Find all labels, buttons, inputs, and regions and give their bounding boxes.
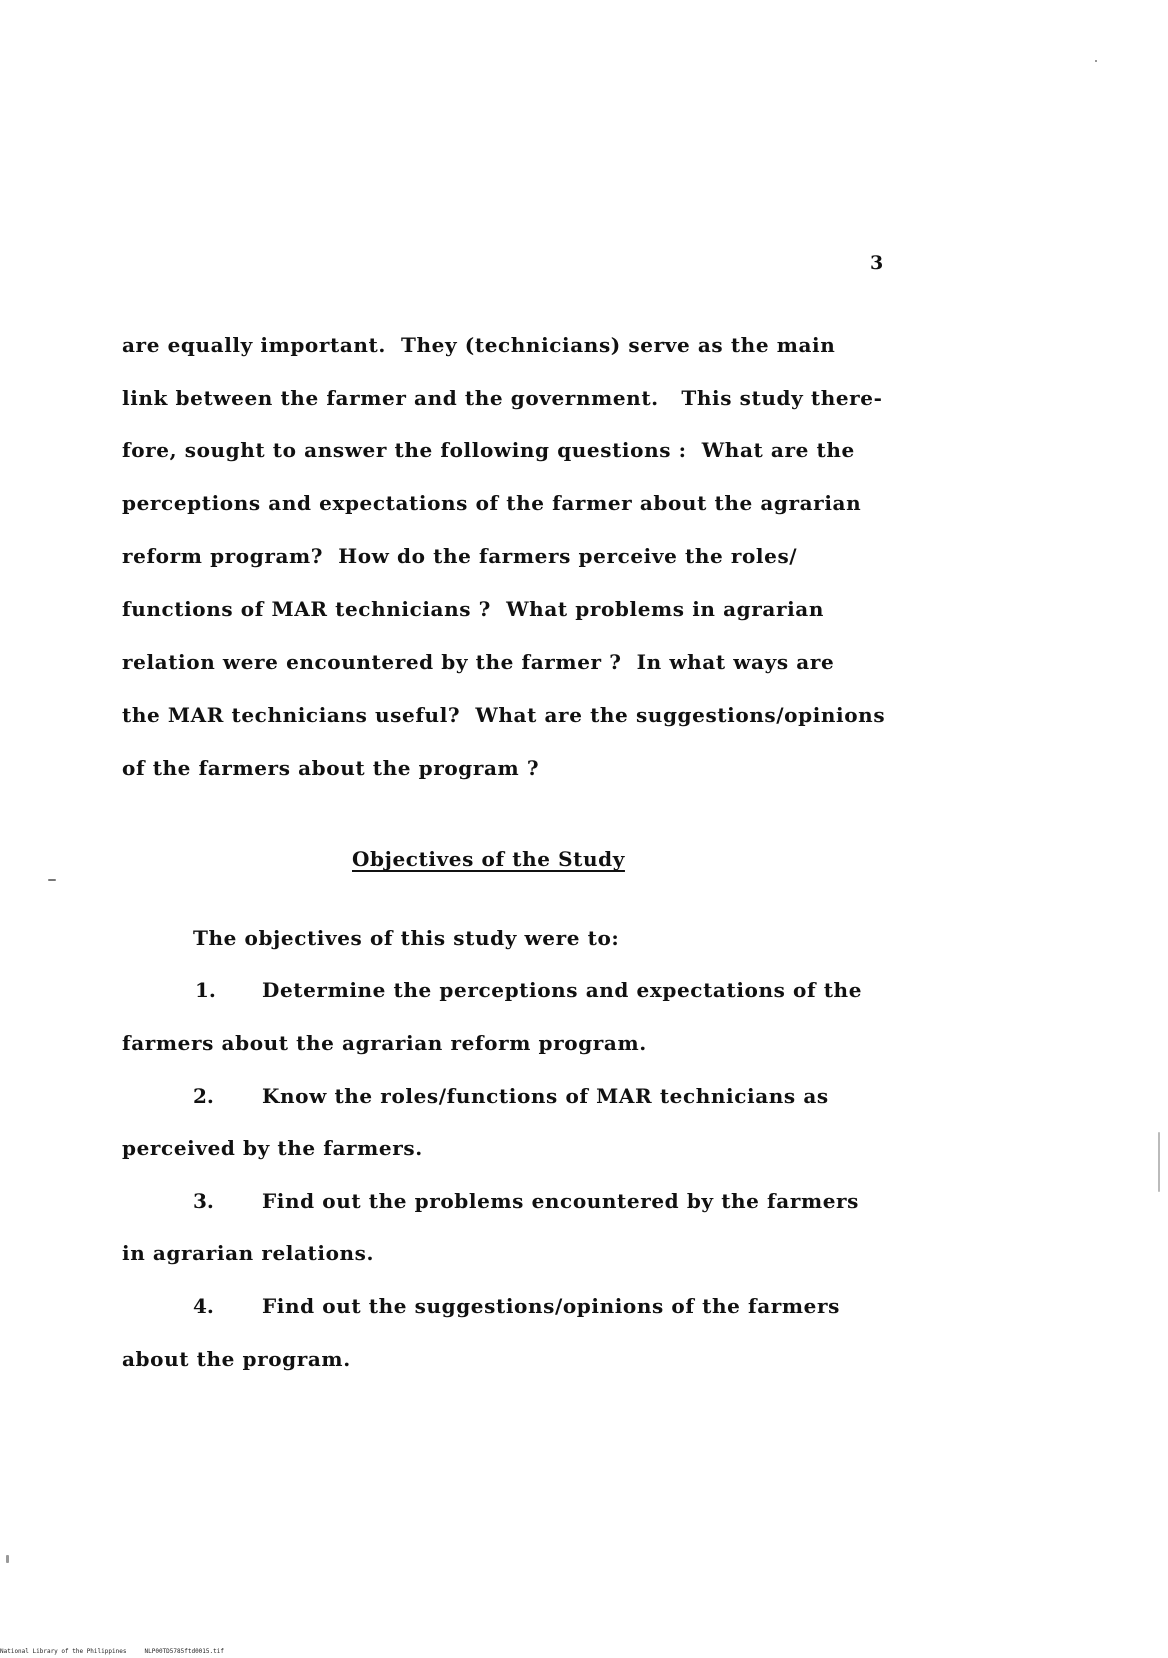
scan-mark: [48, 879, 56, 881]
paragraph-line-5: reform program? How do the farmers perceive the roles/: [122, 544, 798, 568]
objective-3-line-2: in agrarian relations.: [122, 1241, 375, 1265]
paragraph-line-8: the MAR technicians useful? What are the suggestions/opinions: [122, 703, 886, 727]
objective-3-number: 3.: [193, 1189, 214, 1213]
paragraph-line-2: link between the farmer and the government. This study there-: [122, 386, 883, 410]
scan-mark: [6, 1555, 9, 1563]
paragraph-line-3: fore, sought to answer the following questions : What are the: [122, 438, 855, 462]
objective-2-number: 2.: [193, 1084, 214, 1108]
footer-library: National Library of the Philippines: [0, 1648, 127, 1655]
paragraph-line-9: of the farmers about the program ?: [122, 756, 540, 780]
scan-mark: [1158, 1132, 1160, 1192]
footer-file: NLP00TD5785ftd0015.tif: [144, 1648, 224, 1655]
paragraph-line-1: are equally important. They (technicians) serve as the main: [122, 333, 836, 357]
objective-2-line-2: perceived by the farmers.: [122, 1136, 423, 1160]
page-number: 3: [870, 252, 884, 274]
objective-1-line-2: farmers about the agrarian reform program.: [122, 1031, 647, 1055]
objective-4-number: 4.: [193, 1294, 214, 1318]
objective-1-line-1: Determine the perceptions and expectations of the: [262, 978, 863, 1002]
objective-4-line-2: about the program.: [122, 1347, 351, 1371]
paragraph-line-6: functions of MAR technicians ? What problems in agrarian: [122, 597, 825, 621]
objective-2-line-1: Know the roles/functions of MAR technicians as: [262, 1084, 829, 1108]
objective-1-number: 1.: [195, 978, 216, 1002]
paragraph-line-4: perceptions and expectations of the farmer about the agrarian: [122, 491, 862, 515]
footer-source: [0, 1648, 224, 1655]
scan-mark: [1095, 60, 1097, 62]
paragraph-line-7: relation were encountered by the farmer ? In what ways are: [122, 650, 835, 674]
objective-3-line-1: Find out the problems encountered by the farmers: [262, 1189, 860, 1213]
section-heading: Objectives of the Study: [352, 847, 625, 871]
objectives-intro: The objectives of this study were to:: [193, 926, 620, 950]
objective-4-line-1: Find out the suggestions/opinions of the farmers: [262, 1294, 840, 1318]
